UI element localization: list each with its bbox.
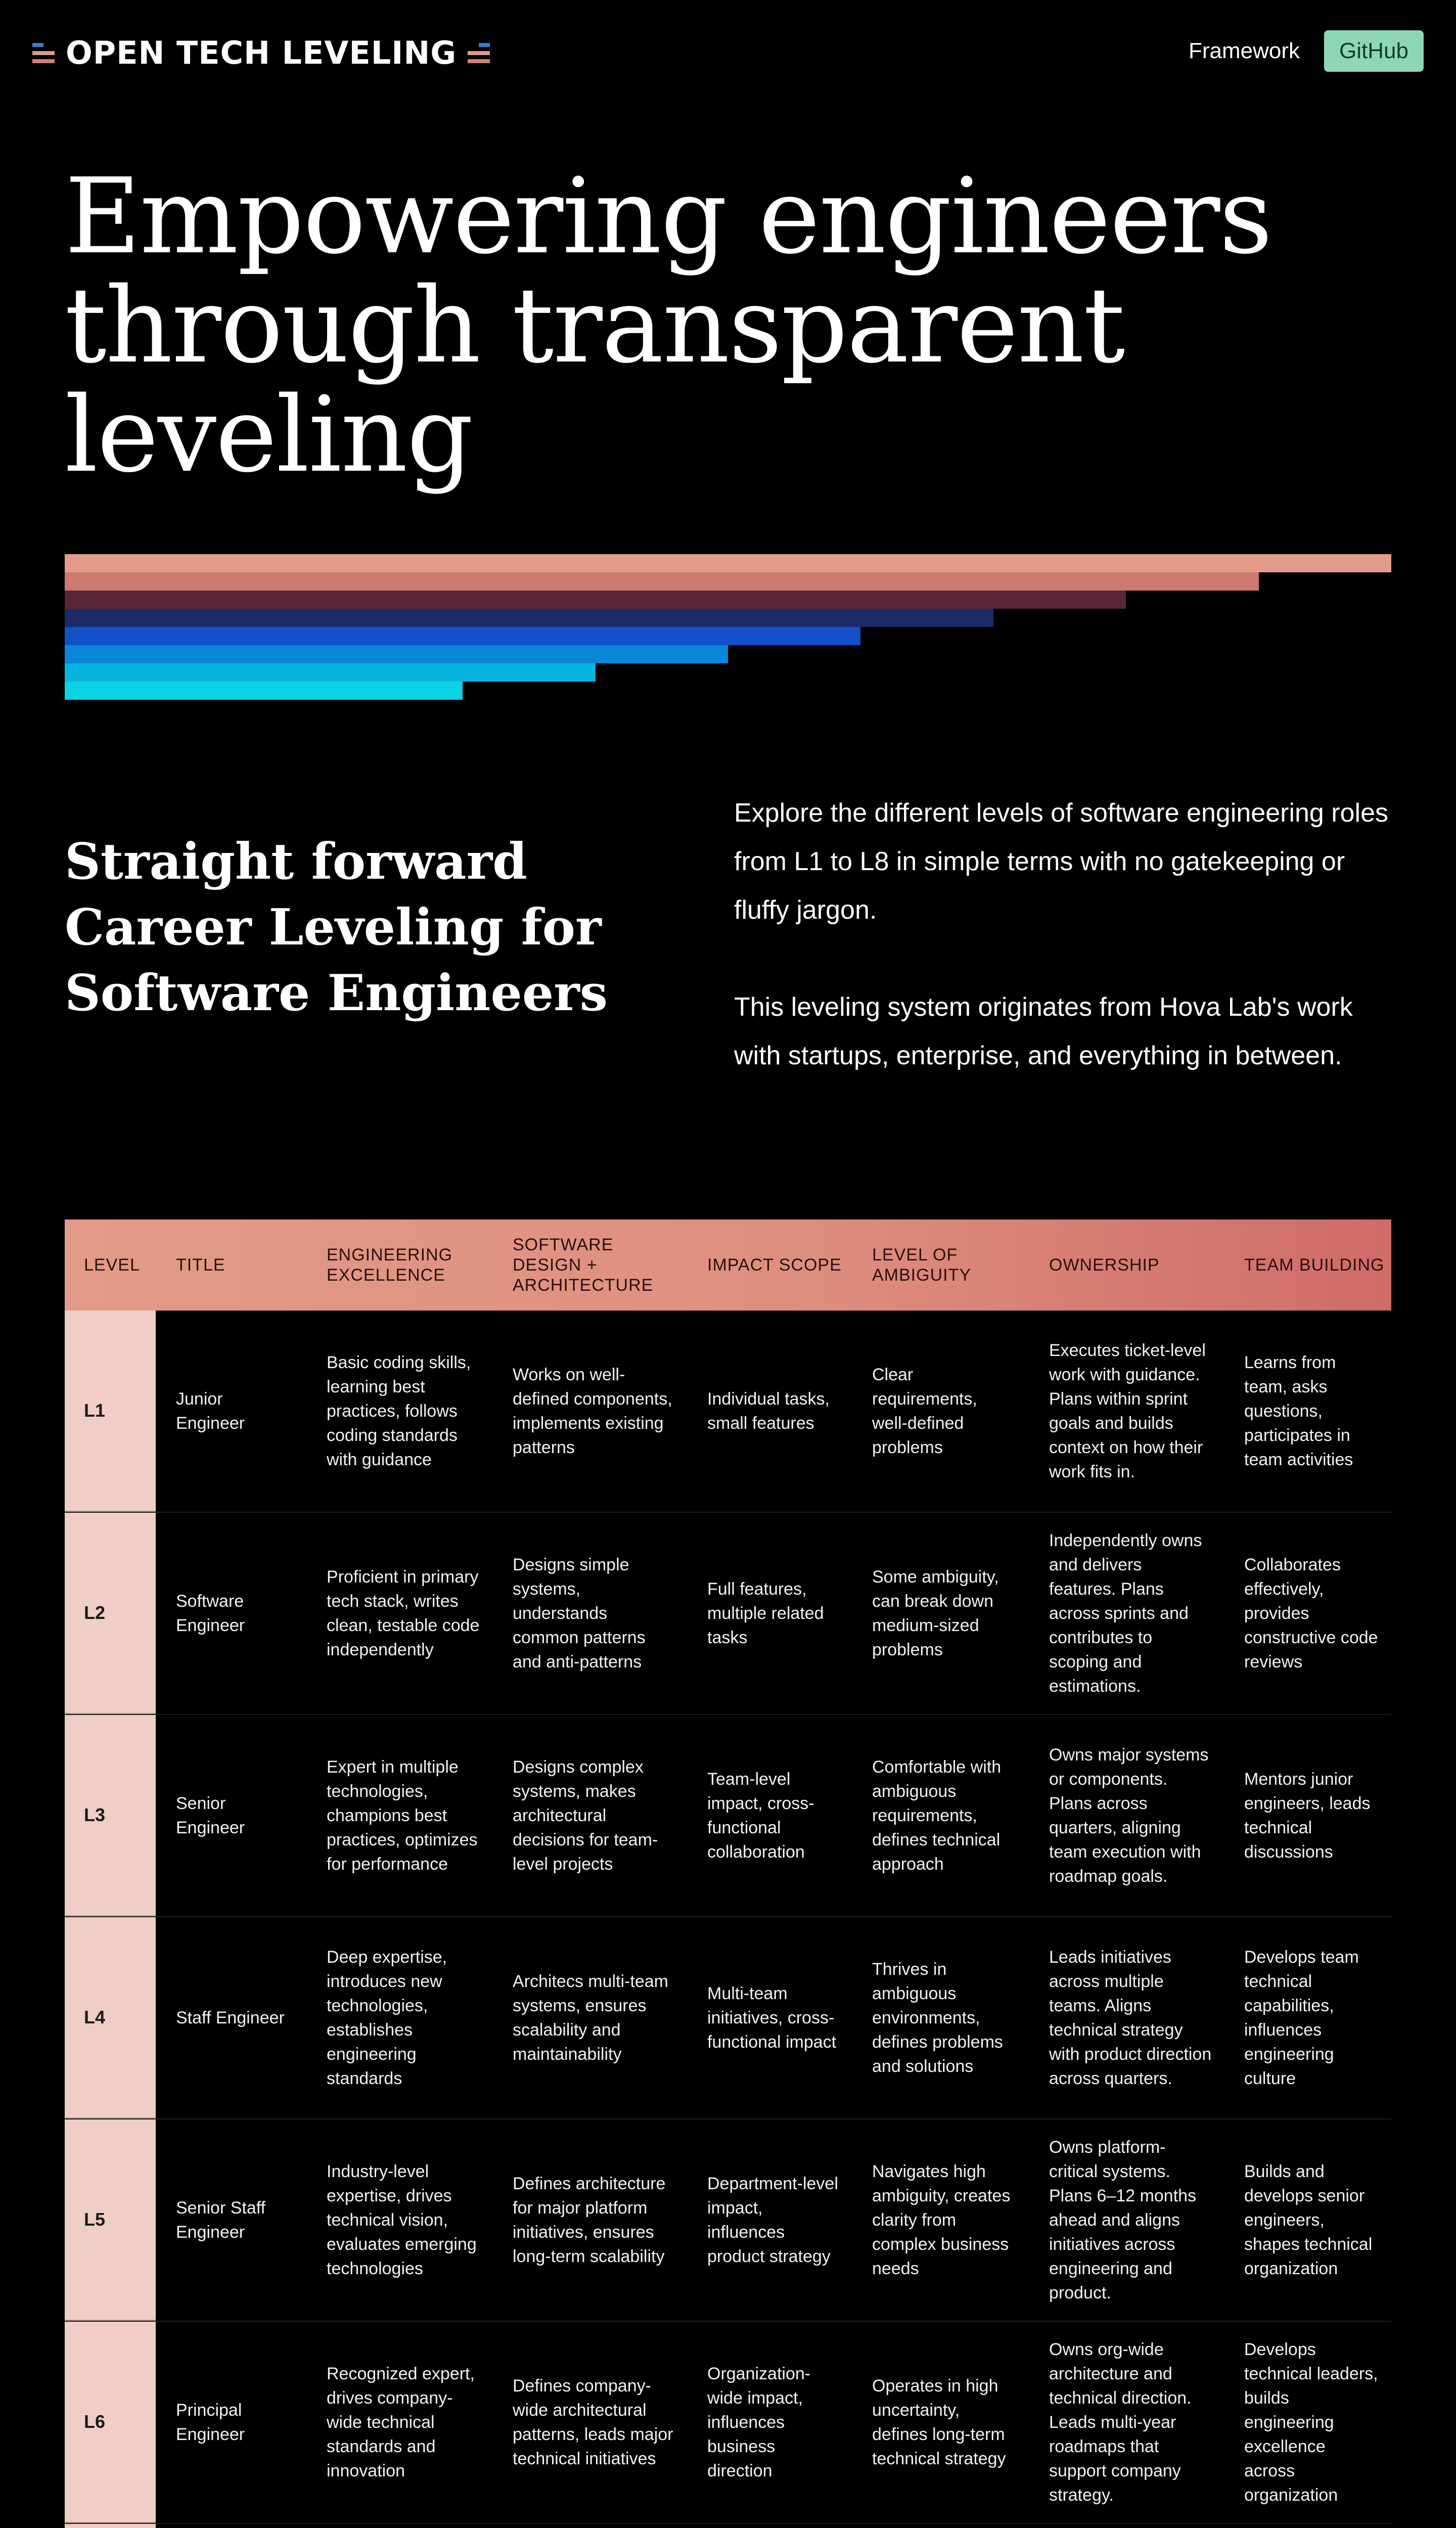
level-cell: L6 xyxy=(65,2322,156,2523)
level-cell: L3 xyxy=(65,1715,156,1916)
ownership-cell: Leads initiatives across multiple teams. Aligns technical strategy with product direction across quarters. xyxy=(1049,1948,1212,2088)
ownership-cell: Owns major systems or components. Plans across quarters, aligning team execution with roadmap goals. xyxy=(1049,1745,1209,1886)
header-title: TITLE xyxy=(176,1255,225,1275)
software-design-cell: Defines architecture for major platform initiatives, ensures long-term scalability xyxy=(513,2174,666,2266)
engineering-excellence-cell xyxy=(306,2524,492,2528)
title-cell: Senior Staff Engineer xyxy=(176,2198,266,2242)
ownership-cell xyxy=(1029,2524,1224,2528)
brand-bars-icon xyxy=(32,43,55,63)
hero-title: Empowering engineers through transparent leveling xyxy=(65,156,1272,495)
level-bar-5 xyxy=(65,627,860,645)
intro-paragraph-1: Explore the different levels of software engineering roles from L1 to L8 in simple terms with no gatekeeping or fluffy jargon. xyxy=(734,798,1389,925)
team-building-cell: Learns from team, asks questions, participates in team activities xyxy=(1244,1353,1353,1469)
engineering-excellence-cell: Industry-level expertise, drives technical vision, evaluates emerging technologies xyxy=(327,2162,477,2278)
team-building-cell: Develops team technical capabilities, influences engineering culture xyxy=(1244,1948,1359,2088)
ambiguity-cell: Comfortable with ambiguous requirements, defines technical approach xyxy=(872,1757,1002,1874)
impact-scope-cell: Team-level impact, cross-functional collaboration xyxy=(707,1770,814,1862)
engineering-excellence-cell: Expert in multiple technologies, champions best practices, optimizes for performance xyxy=(327,1757,478,1874)
title-cell: Principal Engineer xyxy=(176,2401,245,2444)
intro-paragraph-2 xyxy=(734,983,1391,1080)
table-row xyxy=(65,1917,1391,2119)
ambiguity-cell: Navigates high ambiguity, creates clarity from complex business needs xyxy=(872,2162,1011,2278)
brand-bars-icon-right xyxy=(468,43,490,63)
title-cell: Senior Engineer xyxy=(176,1794,245,1837)
level-bars-graphic xyxy=(65,554,1391,700)
impact-scope-cell: Individual tasks, small features xyxy=(707,1389,830,1433)
table-row xyxy=(65,1311,1391,1513)
engineering-excellence-cell: Recognized expert, drives company-wide technical standards and innovation xyxy=(327,2364,475,2480)
team-building-cell: Builds and develops senior engineers, shapes technical organization xyxy=(1244,2162,1373,2278)
software-design-cell: Defines company-wide architectural patterns, leads major technical initiatives xyxy=(513,2376,673,2468)
brand-logo-link[interactable] xyxy=(32,34,490,71)
title-cell: Software Engineer xyxy=(176,1592,245,1635)
table-header-row xyxy=(65,1220,1391,1311)
title-cell xyxy=(156,2524,306,2528)
table-row xyxy=(65,2524,1391,2528)
intro-paragraph-2-suffix: 's work with startups, enterprise, and everything in between. xyxy=(734,992,1353,1070)
level-cell: L1 xyxy=(65,1311,156,1512)
level-cell: L5 xyxy=(65,2119,156,2321)
level-bar-4 xyxy=(65,609,993,627)
header-ownership: OWNERSHIP xyxy=(1049,1255,1160,1275)
brand-name[interactable]: OPEN TECH LEVELING xyxy=(66,34,457,71)
nav-framework-link[interactable]: Framework xyxy=(1189,38,1300,63)
ambiguity-cell: Operates in high uncertainty, defines long-term technical strategy xyxy=(872,2376,1006,2468)
ambiguity-cell: Clear requirements, well-defined problems xyxy=(872,1365,977,1457)
table-row xyxy=(65,1715,1391,1917)
ownership-cell: Owns platform-critical systems. Plans 6–12 months ahead and aligns initiatives across engineering and product. xyxy=(1049,2138,1197,2303)
intro-paragraph-2-prefix: This leveling system originates from xyxy=(734,992,1159,1022)
team-building-cell xyxy=(1224,2524,1391,2528)
table-row xyxy=(65,2119,1391,2322)
header-team-building: TEAM BUILDING xyxy=(1244,1255,1385,1275)
intro-text xyxy=(734,789,1391,1080)
level-bar-7 xyxy=(65,663,596,682)
software-design-cell: Designs complex systems, makes architectural decisions for team-level projects xyxy=(513,1757,658,1874)
level-bar-8 xyxy=(65,682,463,700)
title-cell: Staff Engineer xyxy=(176,2008,285,2027)
title-cell: Junior Engineer xyxy=(176,1389,245,1433)
team-building-cell: Mentors junior engineers, leads technical discussions xyxy=(1244,1770,1371,1862)
impact-scope-cell: Multi-team initiatives, cross-functional impact xyxy=(707,1984,837,2052)
ownership-cell: Executes ticket-level work with guidance. Plans within sprint goals and builds context on how their work fits in. xyxy=(1049,1341,1206,1481)
impact-scope-cell: Department-level impact, influences product strategy xyxy=(707,2174,838,2266)
header-engineering-excellence: ENGINEERING EXCELLENCE xyxy=(327,1245,453,1285)
hova-lab-link[interactable]: Hova Lab xyxy=(1159,992,1272,1022)
header-level-of-ambiguity: LEVEL OF AMBIGUITY xyxy=(872,1245,972,1285)
header-impact-scope: IMPACT SCOPE xyxy=(707,1255,842,1275)
ambiguity-cell: Some ambiguity, can break down medium-sized problems xyxy=(872,1567,999,1659)
team-building-cell: Develops technical leaders, builds engineering excellence across organization xyxy=(1244,2340,1378,2505)
ownership-cell: Owns org-wide architecture and technical direction. Leads multi-year roadmaps that support company strategy. xyxy=(1049,2340,1192,2505)
ownership-cell: Independently owns and delivers features. Plans across sprints and contributes to scoping and estimations. xyxy=(1049,1531,1202,1696)
leveling-table xyxy=(65,1220,1391,2528)
ambiguity-cell: Thrives in ambiguous environments, defines problems and solutions xyxy=(872,1960,1003,2076)
level-bar-3 xyxy=(65,591,1126,609)
impact-scope-cell xyxy=(687,2524,852,2528)
level-bar-1 xyxy=(65,554,1391,572)
level-cell xyxy=(65,2524,156,2528)
main-nav xyxy=(1189,30,1424,72)
github-button[interactable]: GitHub xyxy=(1324,30,1424,72)
level-cell: L2 xyxy=(65,1513,156,1714)
impact-scope-cell: Organization-wide impact, influences business direction xyxy=(707,2364,811,2480)
engineering-excellence-cell: Proficient in primary tech stack, writes clean, testable code independently xyxy=(327,1567,480,1659)
table-row xyxy=(65,1513,1391,1715)
software-design-cell: Designs simple systems, understands common patterns and anti-patterns xyxy=(513,1555,646,1672)
software-design-cell: Architecs multi-team systems, ensures scalability and maintainability xyxy=(513,1972,668,2064)
top-navigation-bar xyxy=(0,0,1456,106)
ambiguity-cell xyxy=(852,2524,1029,2528)
software-design-cell: Works on well-defined components, implements existing patterns xyxy=(513,1365,672,1457)
header-level: LEVEL xyxy=(84,1255,140,1275)
software-design-cell xyxy=(492,2524,687,2528)
level-cell: L4 xyxy=(65,1917,156,2118)
intro-heading: Straight forward Career Leveling for Software Engineers xyxy=(65,833,608,1022)
engineering-excellence-cell: Basic coding skills, learning best practices, follows coding standards with guidance xyxy=(327,1353,471,1469)
team-building-cell: Collaborates effectively, provides constructive code reviews xyxy=(1244,1555,1378,1672)
header-software-design: SOFTWARE DESIGN + ARCHITECTURE xyxy=(513,1235,654,1295)
level-bar-6 xyxy=(65,645,728,663)
impact-scope-cell: Full features, multiple related tasks xyxy=(707,1579,824,1647)
table-row xyxy=(65,2322,1391,2524)
level-bar-2 xyxy=(65,572,1259,591)
engineering-excellence-cell: Deep expertise, introduces new technologies, establishes engineering standards xyxy=(327,1948,447,2088)
